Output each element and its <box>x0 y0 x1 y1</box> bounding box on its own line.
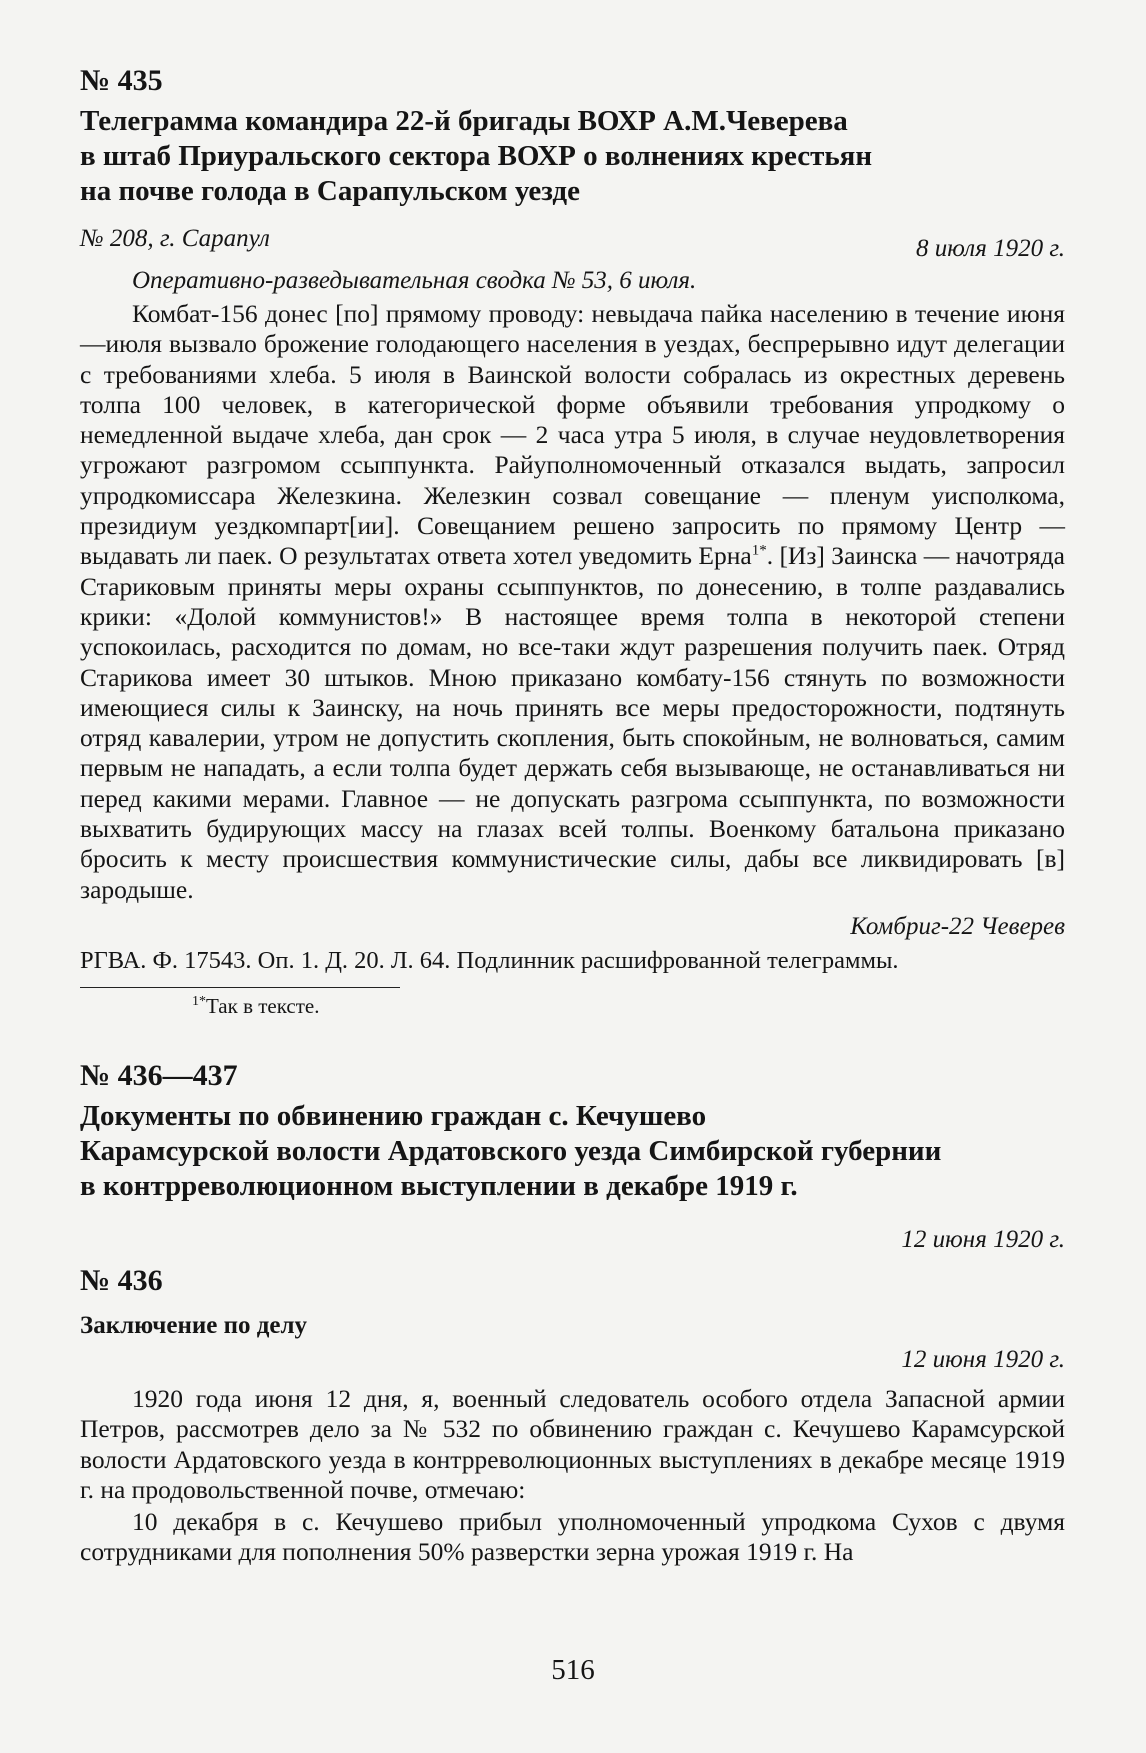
doc-435-title-line: в штаб Приуральского сектора ВОХР о волнениях крестьян <box>80 140 873 172</box>
doc-436-437-title-line: Карамсурской волости Ардатовского уезда Симбирской губернии <box>80 1134 942 1167</box>
doc-435-title-line: на почве голода в Сарапульском уезде <box>80 175 580 207</box>
doc-436-437-date: 12 июня 1920 г. <box>901 1225 1065 1253</box>
footnote-divider <box>80 987 400 988</box>
doc-435-body-part: Комбат-156 донес [по] прямому проводу: невыдача пайка населению в течение июня—июля вызвало брожение голодающего населения в уездах, беспрерывно идут делегации с требованиями хлеба. 5 июля в Ваинской волости собралась из окрестных деревень толпа 100 человек, в категорической форме объявили требования упродкому о немедленной выдаче хлеба, дан срок — 2 часа утра 5 июля, в случае неудовлетворения угрожают разгромом ссыппункта. Райуполномоченный отказался выдать, запросил упродкомиссара Железкина. Железкин созвал совещание — пленум уисполкома, президиум уездкомпарт[ии]. Совещанием решено запросить по прямому Центр — выдавать ли паек. О результатах ответа хотел уведомить Ерна <box>80 299 1065 571</box>
doc-435-signature: Комбриг-22 Чеверев <box>850 912 1065 940</box>
page-number: 516 <box>551 1654 595 1686</box>
page-content <box>80 64 1065 1568</box>
doc-436-437-number: № 436—437 <box>80 1058 238 1092</box>
doc-435-ref: № 208, г. Сарапул <box>80 225 270 252</box>
doc-435-archive-ref: РГВА. Ф. 17543. Оп. 1. Д. 20. Л. 64. Подлинник расшифрованной телеграммы. <box>80 946 899 974</box>
doc-435-title <box>80 104 1065 209</box>
doc-436-heading: Заключение по делу <box>80 1311 308 1339</box>
doc-436-paragraph: 1920 года июня 12 дня, я, военный следователь особого отдела Запасной армии Петров, рассмотрев дело за № 532 по обвинению граждан с. Кечушево Карамсурской волости Ардатовского уезда в контрреволюционных выступлениях в декабре месяце 1919 г. на продовольственной почве, отмечаю: <box>80 1383 1065 1504</box>
doc-435-body-part: . [Из] Заинска — начотряда Стариковым приняты меры охраны ссыппунктов, по донесению, в толпе раздавались крики: «Долой коммунистов!» В настоящее время толпа в некоторой степени успокоилась, расходится по домам, но все-таки ждут разрешения получить паек. Отряд Старикова имеет 30 штыков. Мною приказано комбату-156 стянуть по возможности имеющиеся силы к Заинску, на ночь принять все меры предосторожности, подтянуть отряд кавалерии, утром не допустить скопления, быть спокойным, не волноваться, самим первым не нападать, а если толпа будет держать себя вызывающе, не останавливаться ни перед какими мерами. Главное — не допускать разгрома ссыппункта, по возможности выхватить будирующих массу на глазах всей толпы. Военкому батальона приказано бросить к месту происшествия коммунистические силы, дабы все ликвидировать [в] зародыше. <box>80 541 1065 904</box>
doc-435-title-line: Телеграмма командира 22-й бригады ВОХР А.М.Чеверева <box>80 105 848 137</box>
doc-435-body <box>80 299 1065 905</box>
doc-435-source-note: Оперативно-разведывательная сводка № 53, 6 июля. <box>132 267 697 294</box>
footnote-text: Так в тексте. <box>206 993 320 1018</box>
doc-436-437-title <box>80 1099 1065 1204</box>
doc-435-ref-row <box>80 209 1065 262</box>
doc-436-437-title-line: Документы по обвинению граждан с. Кечушево <box>80 1099 707 1132</box>
footnote-ref: 1* <box>751 542 767 559</box>
doc-435-date: 8 июля 1920 г. <box>916 235 1065 262</box>
doc-436-date: 12 июня 1920 г. <box>901 1345 1065 1373</box>
doc-435-number: № 435 <box>80 64 163 97</box>
doc-436-paragraph: 10 декабря в с. Кечушево прибыл уполномоченный упродкома Сухов с двумя сотрудниками для пополнения 50% разверстки зерна урожая 1919 г. На <box>80 1507 1065 1567</box>
footnote-mark: 1* <box>192 993 206 1009</box>
footnote <box>80 994 1065 1019</box>
doc-436-number: № 436 <box>80 1263 163 1297</box>
doc-436-437-title-line: в контрреволюционном выступлении в декабре 1919 г. <box>80 1169 798 1202</box>
